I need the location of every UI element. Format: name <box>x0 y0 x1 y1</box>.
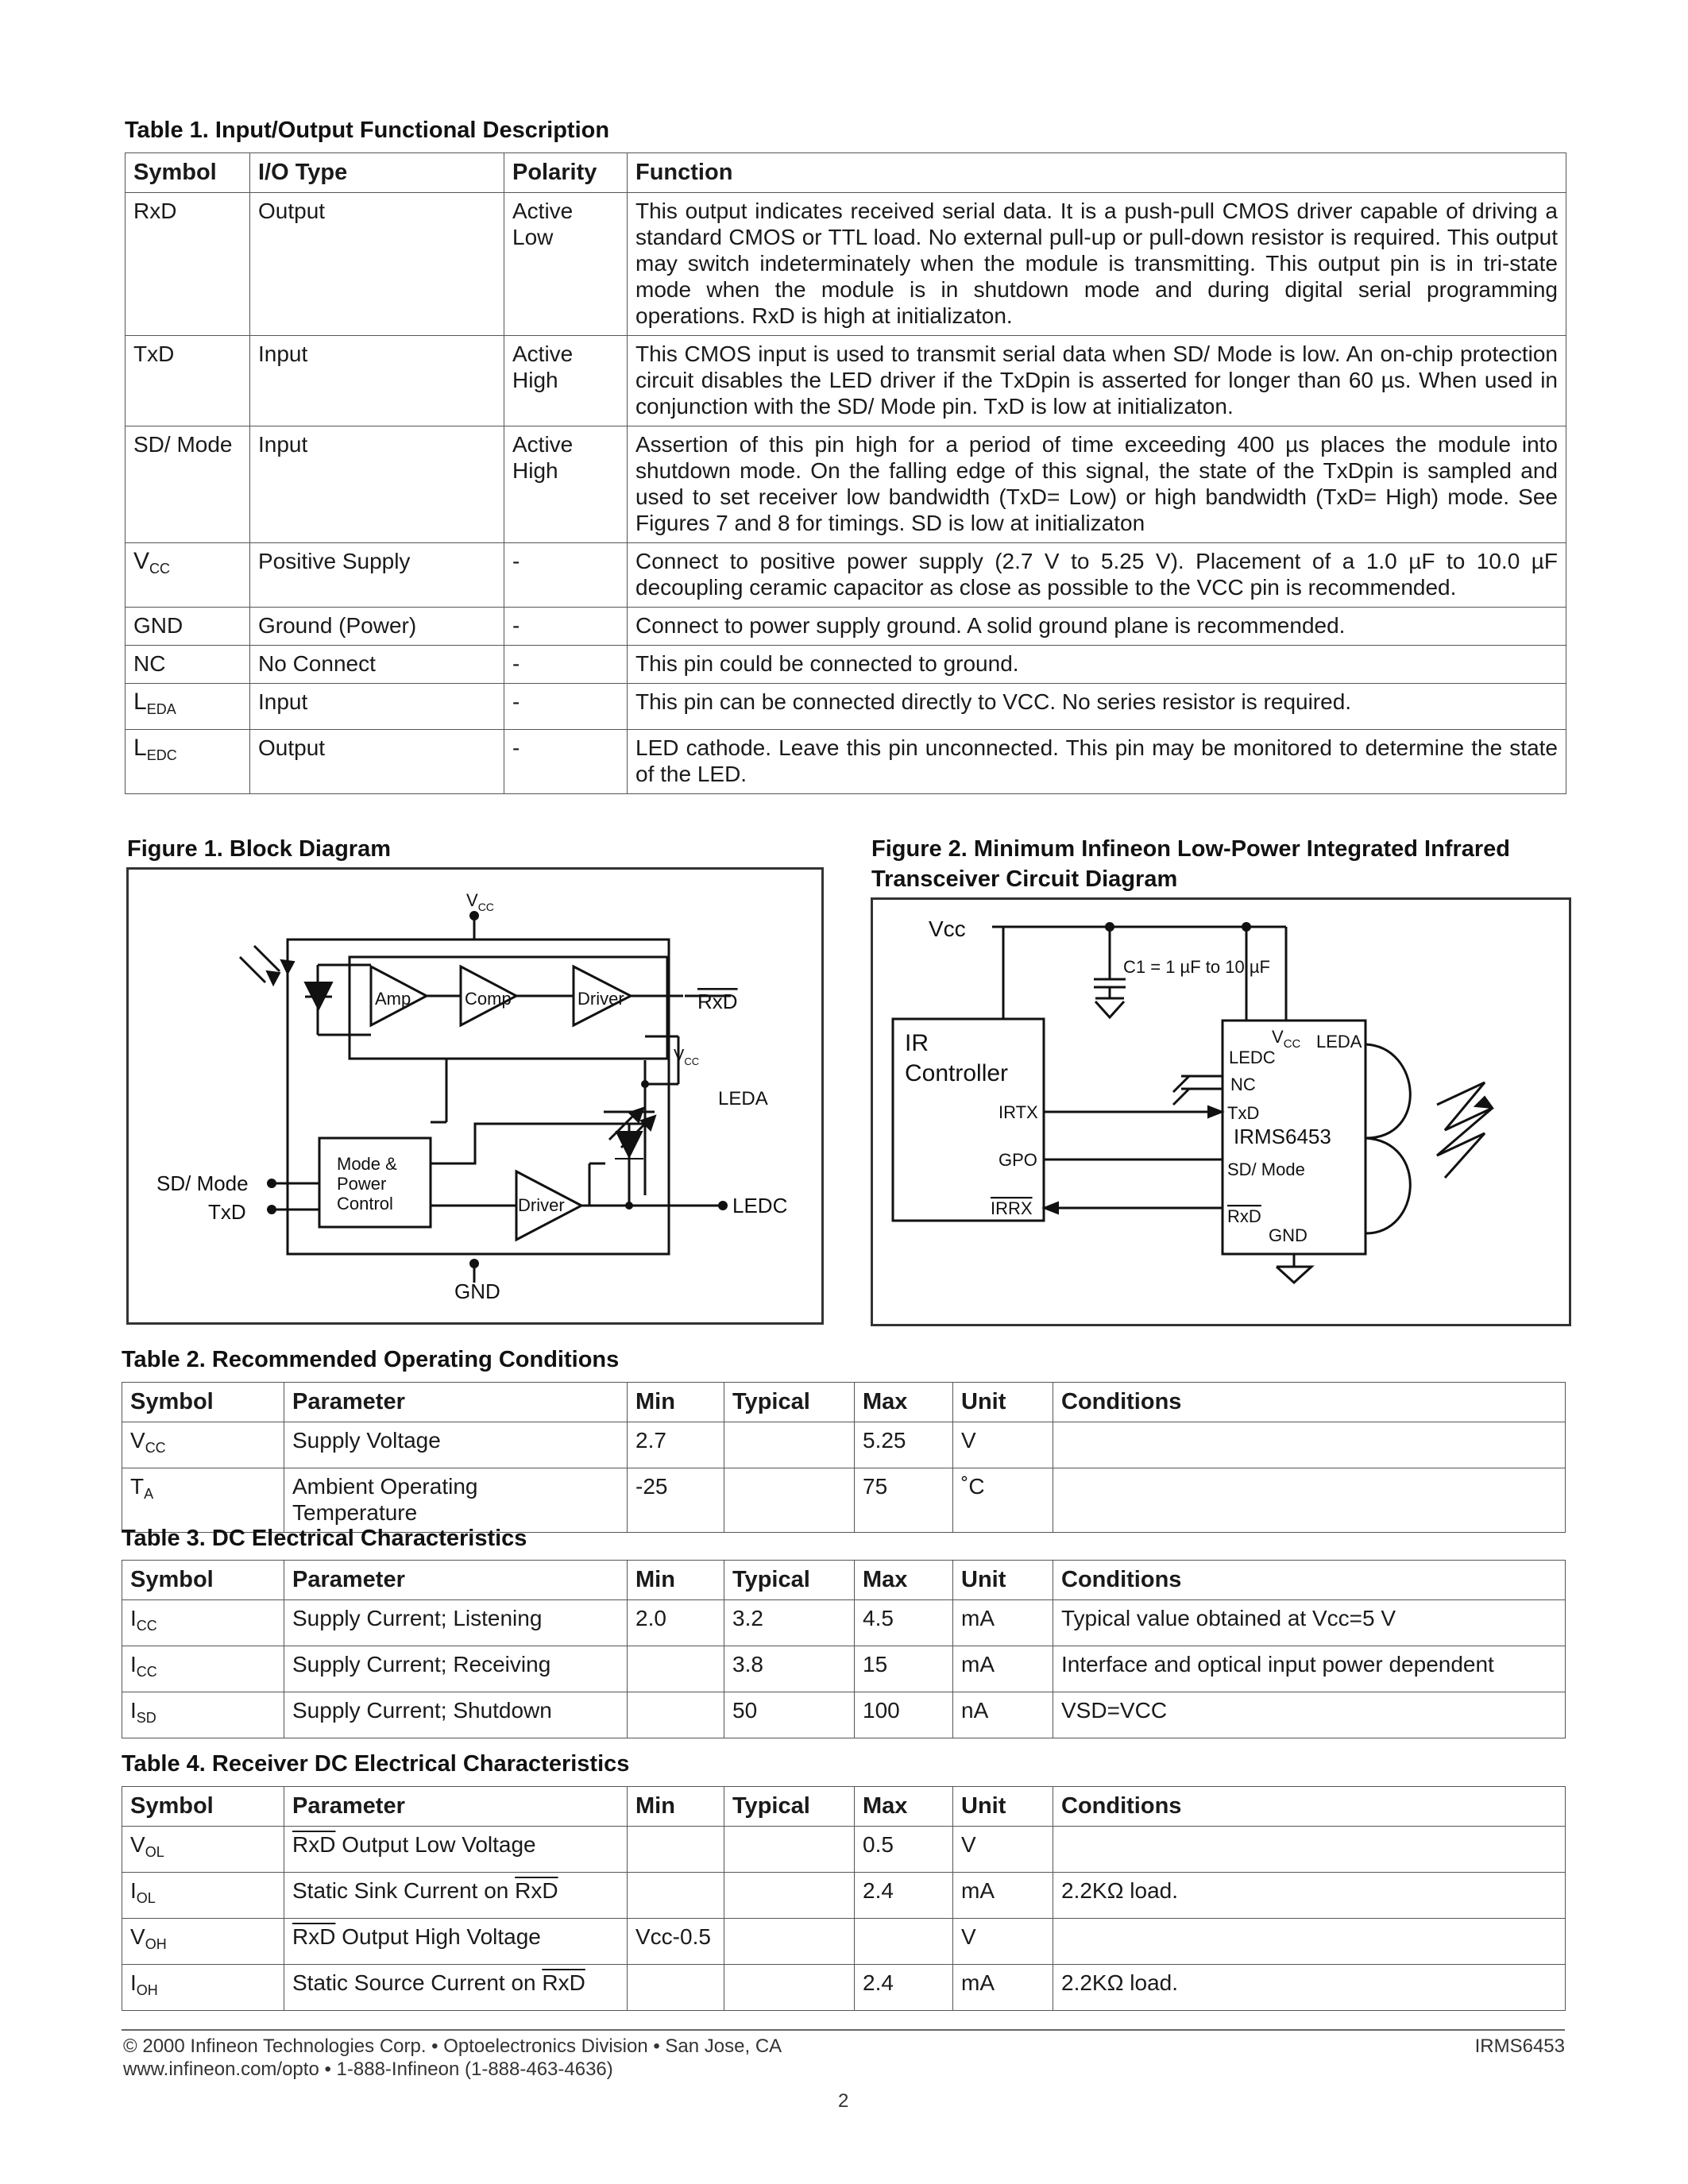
unit-cell: mA <box>953 1646 1053 1692</box>
conditions-cell: Interface and optical input power dependent <box>1053 1646 1566 1692</box>
col-header: Max <box>855 1383 953 1422</box>
irtx-label: IRTX <box>999 1102 1038 1122</box>
conditions-cell: 2.2KΩ load. <box>1053 1873 1566 1919</box>
min-cell <box>628 1646 724 1692</box>
unit-cell: mA <box>953 1600 1053 1646</box>
io-type-cell: Input <box>250 426 504 543</box>
unit-cell: V <box>953 1422 1053 1468</box>
conditions-cell <box>1053 1827 1566 1873</box>
symbol-cell: $V_{OH}$ <box>122 1919 284 1965</box>
table-row <box>122 1827 1566 1873</box>
parameter-cell: Supply Current; Receiving <box>284 1646 628 1692</box>
col-header: Max <box>855 1561 953 1600</box>
comp-label: Comp <box>465 989 512 1009</box>
col-header: Function <box>628 153 1566 193</box>
max-cell: 2.4 <box>855 1873 953 1919</box>
circuit-diagram-svg <box>873 900 1569 1324</box>
driver-bottom-label: Driver <box>518 1195 565 1215</box>
txd-chip-label: TxD <box>1227 1103 1260 1123</box>
gnd-label: GND <box>454 1279 500 1303</box>
symbol-cell: $I_{CC}$ <box>122 1646 284 1692</box>
table-header-row <box>122 1383 1566 1422</box>
led-lobe-2 <box>1365 1138 1410 1233</box>
symbol-cell: $I_{SD}$ <box>122 1692 284 1738</box>
table-row <box>126 426 1566 543</box>
io-type-cell: Output <box>250 193 504 336</box>
leda-chip-label: LEDA <box>1316 1032 1362 1051</box>
dc-characteristics-table <box>122 1560 1566 1738</box>
rxd-chip-label: RxD <box>1227 1206 1261 1226</box>
io-type-cell: No Connect <box>250 646 504 684</box>
vcc-chip-label: $V_{CC}$ <box>1272 1027 1301 1051</box>
col-header: Parameter <box>284 1561 628 1600</box>
typical-cell: 3.2 <box>724 1600 855 1646</box>
polarity-cell: - <box>504 730 628 794</box>
parameter-cell: $\overline{RxD}$ Output High Voltage <box>284 1919 628 1965</box>
page-number: 2 <box>838 2090 849 2112</box>
max-cell: 5.25 <box>855 1422 953 1468</box>
col-header: Min <box>628 1383 724 1422</box>
parameter-cell: $\overline{RxD}$ Output Low Voltage <box>284 1827 628 1873</box>
conditions-cell <box>1053 1468 1566 1533</box>
symbol-cell: TxD <box>126 336 250 426</box>
col-header: Min <box>628 1787 724 1827</box>
polarity-cell: Active Low <box>504 193 628 336</box>
symbol-cell: $T_A$ <box>122 1468 284 1533</box>
vcc-top-label: $V_{CC}$ <box>466 890 494 913</box>
function-cell: Connect to power supply ground. A solid ground plane is recommended. <box>628 608 1566 646</box>
capacitor-label: C1 = 1 µF to 10 µF <box>1123 957 1270 977</box>
led-lobe-1 <box>1365 1044 1410 1138</box>
symbol-cell: $V_{CC}$ <box>126 543 250 608</box>
symbol-cell: $I_{OH}$ <box>122 1965 284 2011</box>
function-cell: Connect to positive power supply (2.7 V to 5.25 V). Placement of a 1.0 µF to 10.0 µF decoupling ceramic capacitor as close as possible to the VCC pin is recommended. <box>628 543 1566 608</box>
unit-cell: nA <box>953 1692 1053 1738</box>
led-diode <box>616 1132 642 1157</box>
table-row <box>122 1965 1566 2011</box>
mode-label-2: Power <box>337 1174 387 1194</box>
min-cell <box>628 1692 724 1738</box>
figure2-caption-line1: Figure 2. Minimum Infineon Low-Power Integrated Infrared <box>871 836 1510 862</box>
typical-cell <box>724 1965 855 2011</box>
block-diagram-svg <box>129 870 821 1322</box>
col-header: Parameter <box>284 1787 628 1827</box>
conditions-cell: VSD=VCC <box>1053 1692 1566 1738</box>
parameter-cell: Supply Voltage <box>284 1422 628 1468</box>
table-header-row <box>126 153 1566 193</box>
table-row <box>122 1692 1566 1738</box>
sd-mode-label: SD/ Mode <box>156 1171 249 1195</box>
unit-cell: ˚C <box>953 1468 1053 1533</box>
table-row <box>126 608 1566 646</box>
footer-copyright: © 2000 Infineon Technologies Corp. • Optoelectronics Division • San Jose, CA <box>123 2035 782 2057</box>
polarity-cell: - <box>504 543 628 608</box>
table-row <box>126 336 1566 426</box>
col-header: Polarity <box>504 153 628 193</box>
max-cell: 2.4 <box>855 1965 953 2011</box>
ir-label: IR <box>905 1030 929 1056</box>
col-header: I/O Type <box>250 153 504 193</box>
io-type-cell: Input <box>250 336 504 426</box>
symbol-cell: $V_{OL}$ <box>122 1827 284 1873</box>
table-row <box>122 1646 1566 1692</box>
txd-label: TxD <box>208 1200 246 1224</box>
symbol-cell: SD/ Mode <box>126 426 250 543</box>
mode-label-3: Control <box>337 1194 393 1214</box>
rxd-label: RxD <box>697 990 738 1013</box>
parameter-cell: Ambient Operating Temperature <box>284 1468 628 1533</box>
irrx-label: IRRX <box>991 1198 1033 1218</box>
table-row <box>126 646 1566 684</box>
min-cell <box>628 1965 724 2011</box>
ledc-label: LEDC <box>732 1194 788 1217</box>
col-header: Typical <box>724 1787 855 1827</box>
footer-part-number: IRMS6453 <box>1474 2035 1565 2057</box>
part-label: IRMS6453 <box>1234 1125 1331 1148</box>
typical-cell <box>724 1468 855 1533</box>
typical-cell <box>724 1827 855 1873</box>
typical-cell <box>724 1422 855 1468</box>
col-header: Symbol <box>122 1787 284 1827</box>
footer-contact: www.infineon.com/opto • 1-888-Infineon (1-888-463-4636) <box>123 2059 613 2080</box>
max-cell <box>855 1919 953 1965</box>
min-cell: 2.7 <box>628 1422 724 1468</box>
max-cell: 100 <box>855 1692 953 1738</box>
ledc-chip-label: LEDC <box>1229 1048 1276 1067</box>
function-cell: This CMOS input is used to transmit serial data when SD/ Mode is low. An on-chip protection circuit disables the LED driver if the TxDpin is asserted for longer than 60 µs. When used in conjunction with the SD/ Mode pin. TxD is low at initializaton. <box>628 336 1566 426</box>
driver-top-label: Driver <box>577 989 624 1009</box>
vcc-label: Vcc <box>929 916 966 941</box>
polarity-cell: - <box>504 684 628 730</box>
col-header: Conditions <box>1053 1561 1566 1600</box>
col-header: Symbol <box>122 1561 284 1600</box>
col-header: Conditions <box>1053 1787 1566 1827</box>
parameter-cell: Supply Current; Listening <box>284 1600 628 1646</box>
table4-caption: Table 4. Receiver DC Electrical Characteristics <box>122 1751 630 1777</box>
unit-cell: V <box>953 1919 1053 1965</box>
symbol-cell: $I_{CC}$ <box>122 1600 284 1646</box>
polarity-cell: Active High <box>504 426 628 543</box>
symbol-cell: $L_{EDA}$ <box>126 684 250 730</box>
max-cell: 4.5 <box>855 1600 953 1646</box>
min-cell: -25 <box>628 1468 724 1533</box>
table3-caption: Table 3. DC Electrical Characteristics <box>122 1526 527 1551</box>
parameter-cell: Static Source Current on $\overline{RxD}$ <box>284 1965 628 2011</box>
vcc-mid-label: $V_{CC}$ <box>674 1047 700 1067</box>
table-row <box>126 684 1566 730</box>
col-header: Min <box>628 1561 724 1600</box>
typical-cell: 50 <box>724 1692 855 1738</box>
figure1-caption: Figure 1. Block Diagram <box>127 836 391 862</box>
max-cell: 75 <box>855 1468 953 1533</box>
controller-label: Controller <box>905 1060 1009 1086</box>
conditions-cell: Typical value obtained at Vcc=5 V <box>1053 1600 1566 1646</box>
unit-cell: mA <box>953 1873 1053 1919</box>
table2-caption: Table 2. Recommended Operating Conditions <box>122 1347 620 1372</box>
parameter-cell: Supply Current; Shutdown <box>284 1692 628 1738</box>
typical-cell: 3.8 <box>724 1646 855 1692</box>
min-cell <box>628 1827 724 1873</box>
table-row <box>126 543 1566 608</box>
io-functional-table <box>125 152 1566 794</box>
table-header-row <box>122 1561 1566 1600</box>
conditions-cell: 2.2KΩ load. <box>1053 1965 1566 2011</box>
sd-mode-chip-label: SD/ Mode <box>1227 1160 1305 1179</box>
conditions-cell <box>1053 1422 1566 1468</box>
col-header: Unit <box>953 1561 1053 1600</box>
table-row <box>122 1919 1566 1965</box>
max-cell: 0.5 <box>855 1827 953 1873</box>
table-row <box>122 1422 1566 1468</box>
io-type-cell: Input <box>250 684 504 730</box>
table-row <box>126 193 1566 336</box>
col-header: Unit <box>953 1787 1053 1827</box>
table-row <box>126 730 1566 794</box>
col-header: Typical <box>724 1561 855 1600</box>
nc-chip-label: NC <box>1230 1075 1256 1094</box>
function-cell: LED cathode. Leave this pin unconnected. This pin may be monitored to determine the state of the LED. <box>628 730 1566 794</box>
block-diagram <box>126 867 824 1325</box>
col-header: Unit <box>953 1383 1053 1422</box>
function-cell: This pin can be connected directly to VCC. No series resistor is required. <box>628 684 1566 730</box>
typical-cell <box>724 1873 855 1919</box>
unit-cell: V <box>953 1827 1053 1873</box>
col-header: Typical <box>724 1383 855 1422</box>
mode-label-1: Mode & <box>337 1154 397 1174</box>
table-row <box>122 1873 1566 1919</box>
io-type-cell: Positive Supply <box>250 543 504 608</box>
io-type-cell: Output <box>250 730 504 794</box>
symbol-cell: $V_{CC}$ <box>122 1422 284 1468</box>
col-header: Conditions <box>1053 1383 1566 1422</box>
polarity-cell: - <box>504 608 628 646</box>
col-header: Symbol <box>122 1383 284 1422</box>
symbol-cell: $L_{EDC}$ <box>126 730 250 794</box>
unit-cell: mA <box>953 1965 1053 2011</box>
typical-cell <box>724 1919 855 1965</box>
io-type-cell: Ground (Power) <box>250 608 504 646</box>
function-cell: This output indicates received serial data. It is a push-pull CMOS driver capable of driving a standard CMOS or TTL load. No external pull-up or pull-down resistor is required. This output may switch indeterminately when the module is transmitting. This output pin is in tri-state mode when the module is in shutdown mode and during digital serial programming operations. RxD is high at initializaton. <box>628 193 1566 336</box>
col-header: Parameter <box>284 1383 628 1422</box>
symbol-cell: RxD <box>126 193 250 336</box>
circuit-diagram <box>871 897 1571 1326</box>
min-cell: 2.0 <box>628 1600 724 1646</box>
operating-conditions-table <box>122 1382 1566 1533</box>
footer-divider <box>122 2029 1565 2031</box>
conditions-cell <box>1053 1919 1566 1965</box>
min-cell: Vcc-0.5 <box>628 1919 724 1965</box>
figure2-caption-line2: Transceiver Circuit Diagram <box>871 866 1178 892</box>
function-cell: Assertion of this pin high for a period of time exceeding 400 µs places the module into shutdown mode. On the falling edge of this signal, the state of the TxDpin is sampled and used to set receiver low bandwidth (TxD= Low) or high bandwidth (TxD= High) mode. See Figures 7 and 8 for timings. SD is low at initializaton <box>628 426 1566 543</box>
symbol-cell: GND <box>126 608 250 646</box>
receiver-dc-table <box>122 1786 1566 2011</box>
amp-label: Amp <box>375 989 411 1009</box>
col-header: Symbol <box>126 153 250 193</box>
polarity-cell: Active High <box>504 336 628 426</box>
symbol-cell: NC <box>126 646 250 684</box>
gpo-label: GPO <box>999 1150 1037 1170</box>
parameter-cell: Static Sink Current on $\overline{RxD}$ <box>284 1873 628 1919</box>
table-row <box>122 1600 1566 1646</box>
leda-label: LEDA <box>718 1088 768 1109</box>
col-header: Max <box>855 1787 953 1827</box>
min-cell <box>628 1873 724 1919</box>
polarity-cell: - <box>504 646 628 684</box>
symbol-cell: $I_{OL}$ <box>122 1873 284 1919</box>
table-row <box>122 1468 1566 1533</box>
function-cell: This pin could be connected to ground. <box>628 646 1566 684</box>
table1-caption: Table 1. Input/Output Functional Description <box>125 118 610 143</box>
max-cell: 15 <box>855 1646 953 1692</box>
table-header-row <box>122 1787 1566 1827</box>
gnd-chip-label: GND <box>1269 1225 1308 1245</box>
